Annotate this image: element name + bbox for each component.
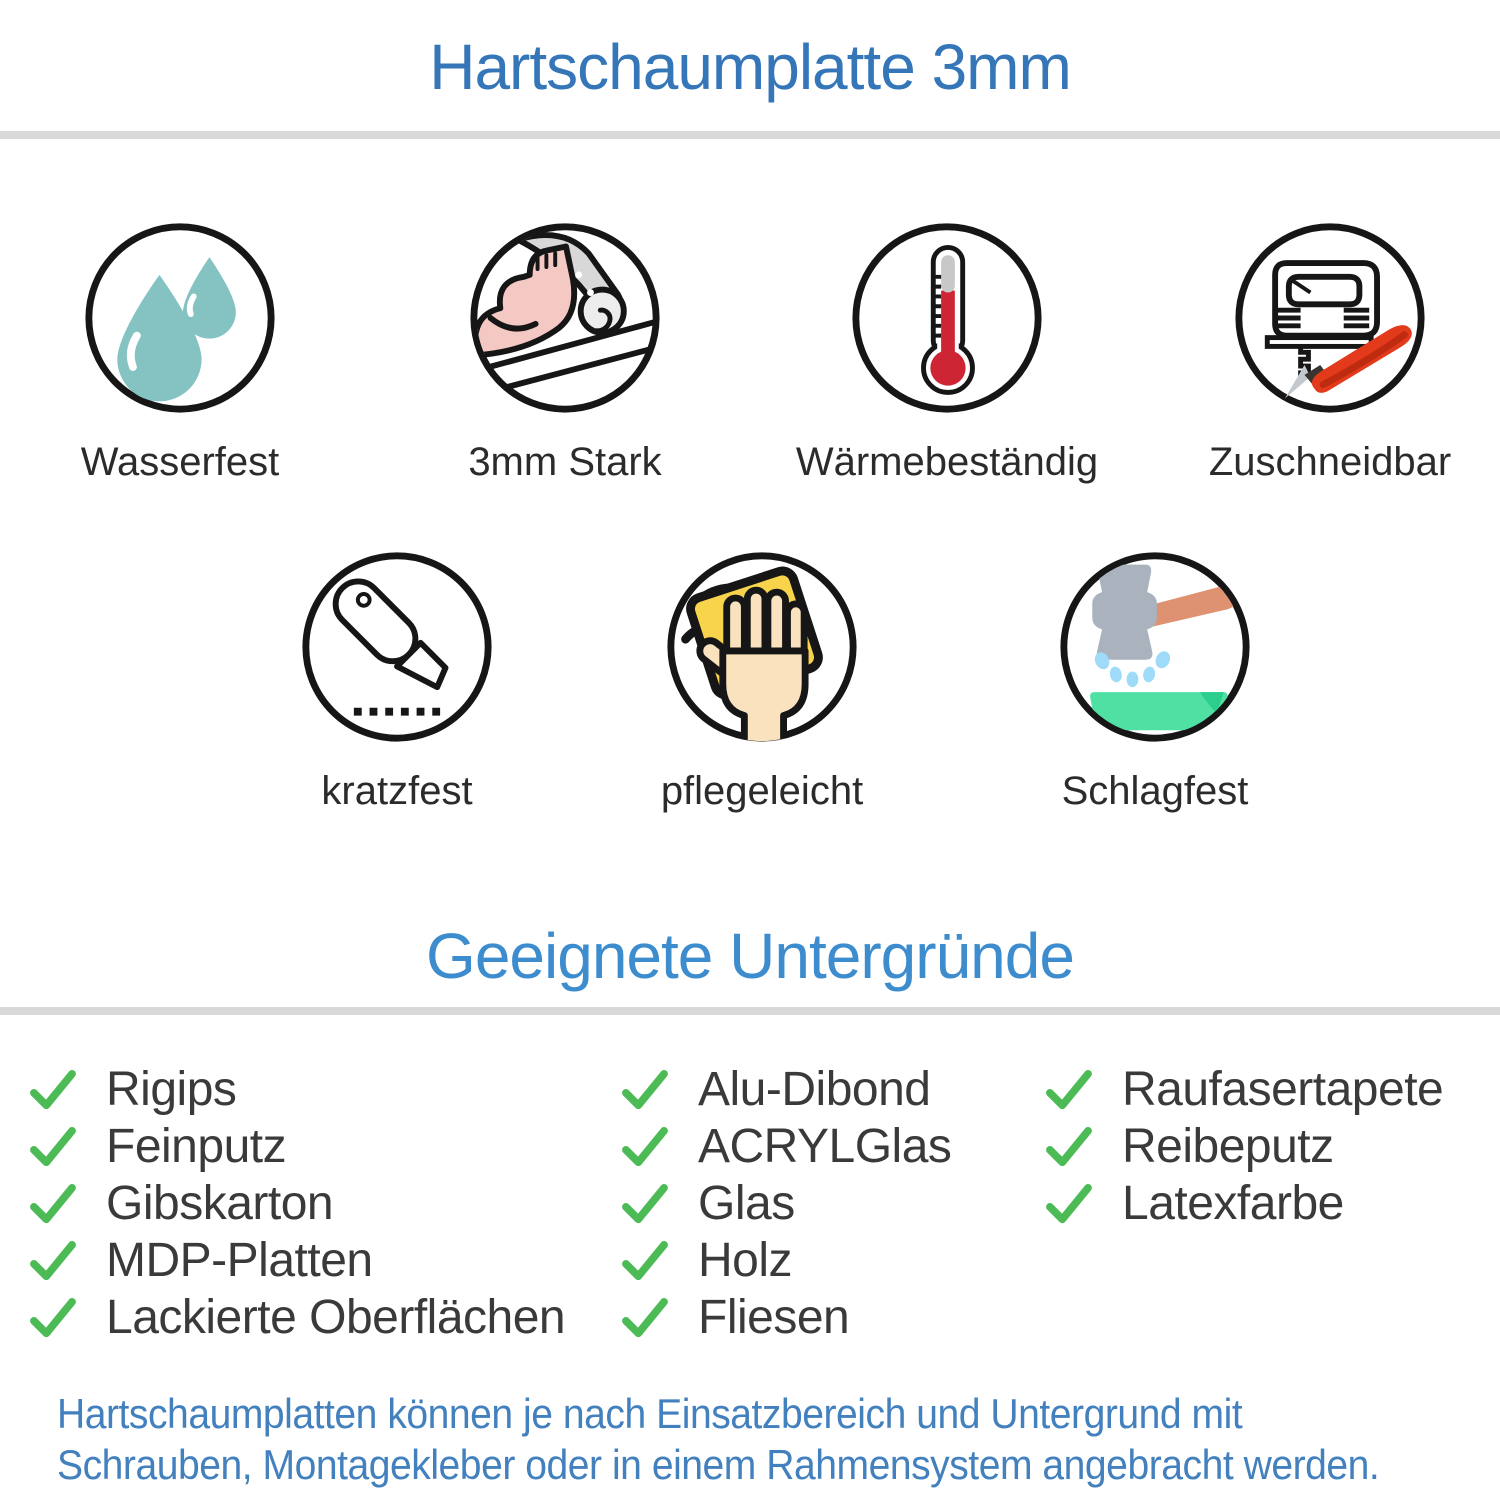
- list-item: [30, 1232, 565, 1289]
- checkmark-icon: [30, 1297, 76, 1339]
- hand-cloth-icon: [664, 549, 860, 745]
- feature-label: 3mm Stark: [468, 440, 662, 484]
- list-item: [1046, 1118, 1443, 1175]
- checkmark-icon: [1046, 1126, 1092, 1168]
- checkmark-icon: [622, 1240, 668, 1282]
- checkmark-icon: [1046, 1183, 1092, 1225]
- substrate-column-1: [30, 1061, 565, 1346]
- checkmark-icon: [622, 1069, 668, 1111]
- section-title-untergruende: Geeignete Untergründe: [426, 920, 1074, 992]
- substrate-label: Rigips: [106, 1063, 237, 1116]
- water-drops-icon: [82, 220, 278, 416]
- feature-label: Zuschneidbar: [1208, 440, 1452, 484]
- substrate-label: Holz: [698, 1234, 793, 1287]
- feature-label: Schlagfest: [1061, 769, 1249, 813]
- substrate-column-3: [1046, 1061, 1443, 1232]
- feature-label: kratzfest: [321, 769, 473, 813]
- feature-schlagfest: [975, 549, 1335, 814]
- divider-middle: [0, 1007, 1500, 1015]
- feature-kratzfest: [217, 549, 577, 814]
- list-item: [622, 1118, 951, 1175]
- substrate-label: Feinputz: [106, 1120, 287, 1173]
- list-item: [622, 1289, 951, 1346]
- feature-3mm-stark: [385, 220, 745, 485]
- substrate-label: Gibskarton: [106, 1177, 334, 1230]
- list-item: [622, 1061, 951, 1118]
- feature-label: Wärmebeständig: [795, 440, 1099, 484]
- utility-knife-icon: [299, 549, 495, 745]
- list-item: [622, 1175, 951, 1232]
- substrate-label: Reibeputz: [1122, 1120, 1334, 1173]
- jigsaw-knife-icon: [1232, 220, 1428, 416]
- substrate-label: Alu-Dibond: [698, 1063, 931, 1116]
- list-item: [622, 1232, 951, 1289]
- checkmark-icon: [30, 1183, 76, 1225]
- substrate-label: Latexfarbe: [1122, 1177, 1344, 1230]
- checkmark-icon: [30, 1240, 76, 1282]
- list-item: [30, 1061, 565, 1118]
- checkmark-icon: [622, 1126, 668, 1168]
- checkmark-icon: [622, 1183, 668, 1225]
- substrate-label: Lackierte Oberflächen: [106, 1291, 566, 1344]
- substrate-label: Fliesen: [698, 1291, 850, 1344]
- feature-pflegeleicht: [582, 549, 942, 814]
- checkmark-icon: [30, 1126, 76, 1168]
- substrate-label: Raufasertapete: [1122, 1063, 1444, 1116]
- footer-line-1: Hartschaumplatten können je nach Einsatzbereich und Untergrund mit: [57, 1390, 1243, 1437]
- flexed-arm-roll-icon: [467, 220, 663, 416]
- list-item: [30, 1289, 565, 1346]
- substrate-label: MDP-Platten: [106, 1234, 373, 1287]
- thermometer-icon: [849, 220, 1045, 416]
- list-item: [30, 1118, 565, 1175]
- substrate-label: Glas: [698, 1177, 795, 1230]
- substrate-label: ACRYLGlas: [698, 1120, 952, 1173]
- checkmark-icon: [1046, 1069, 1092, 1111]
- feature-label: pflegeleicht: [660, 769, 864, 813]
- feature-zuschneidbar: [1150, 220, 1500, 485]
- checkmark-icon: [622, 1297, 668, 1339]
- feature-waermebestaendig: [767, 220, 1127, 485]
- list-item: [30, 1175, 565, 1232]
- footer-line-2: Schrauben, Montagekleber oder in einem Rahmensystem angebracht werden.: [57, 1441, 1380, 1488]
- hammer-impact-icon: [1057, 549, 1253, 745]
- page-title: Hartschaumplatte 3mm: [429, 31, 1071, 103]
- checkmark-icon: [30, 1069, 76, 1111]
- substrate-column-2: [622, 1061, 951, 1346]
- divider-top: [0, 131, 1500, 139]
- footer-note: [57, 1388, 1452, 1490]
- list-item: [1046, 1175, 1443, 1232]
- list-item: [1046, 1061, 1443, 1118]
- feature-label: Wasserfest: [80, 440, 280, 484]
- feature-wasserfest: [0, 220, 360, 485]
